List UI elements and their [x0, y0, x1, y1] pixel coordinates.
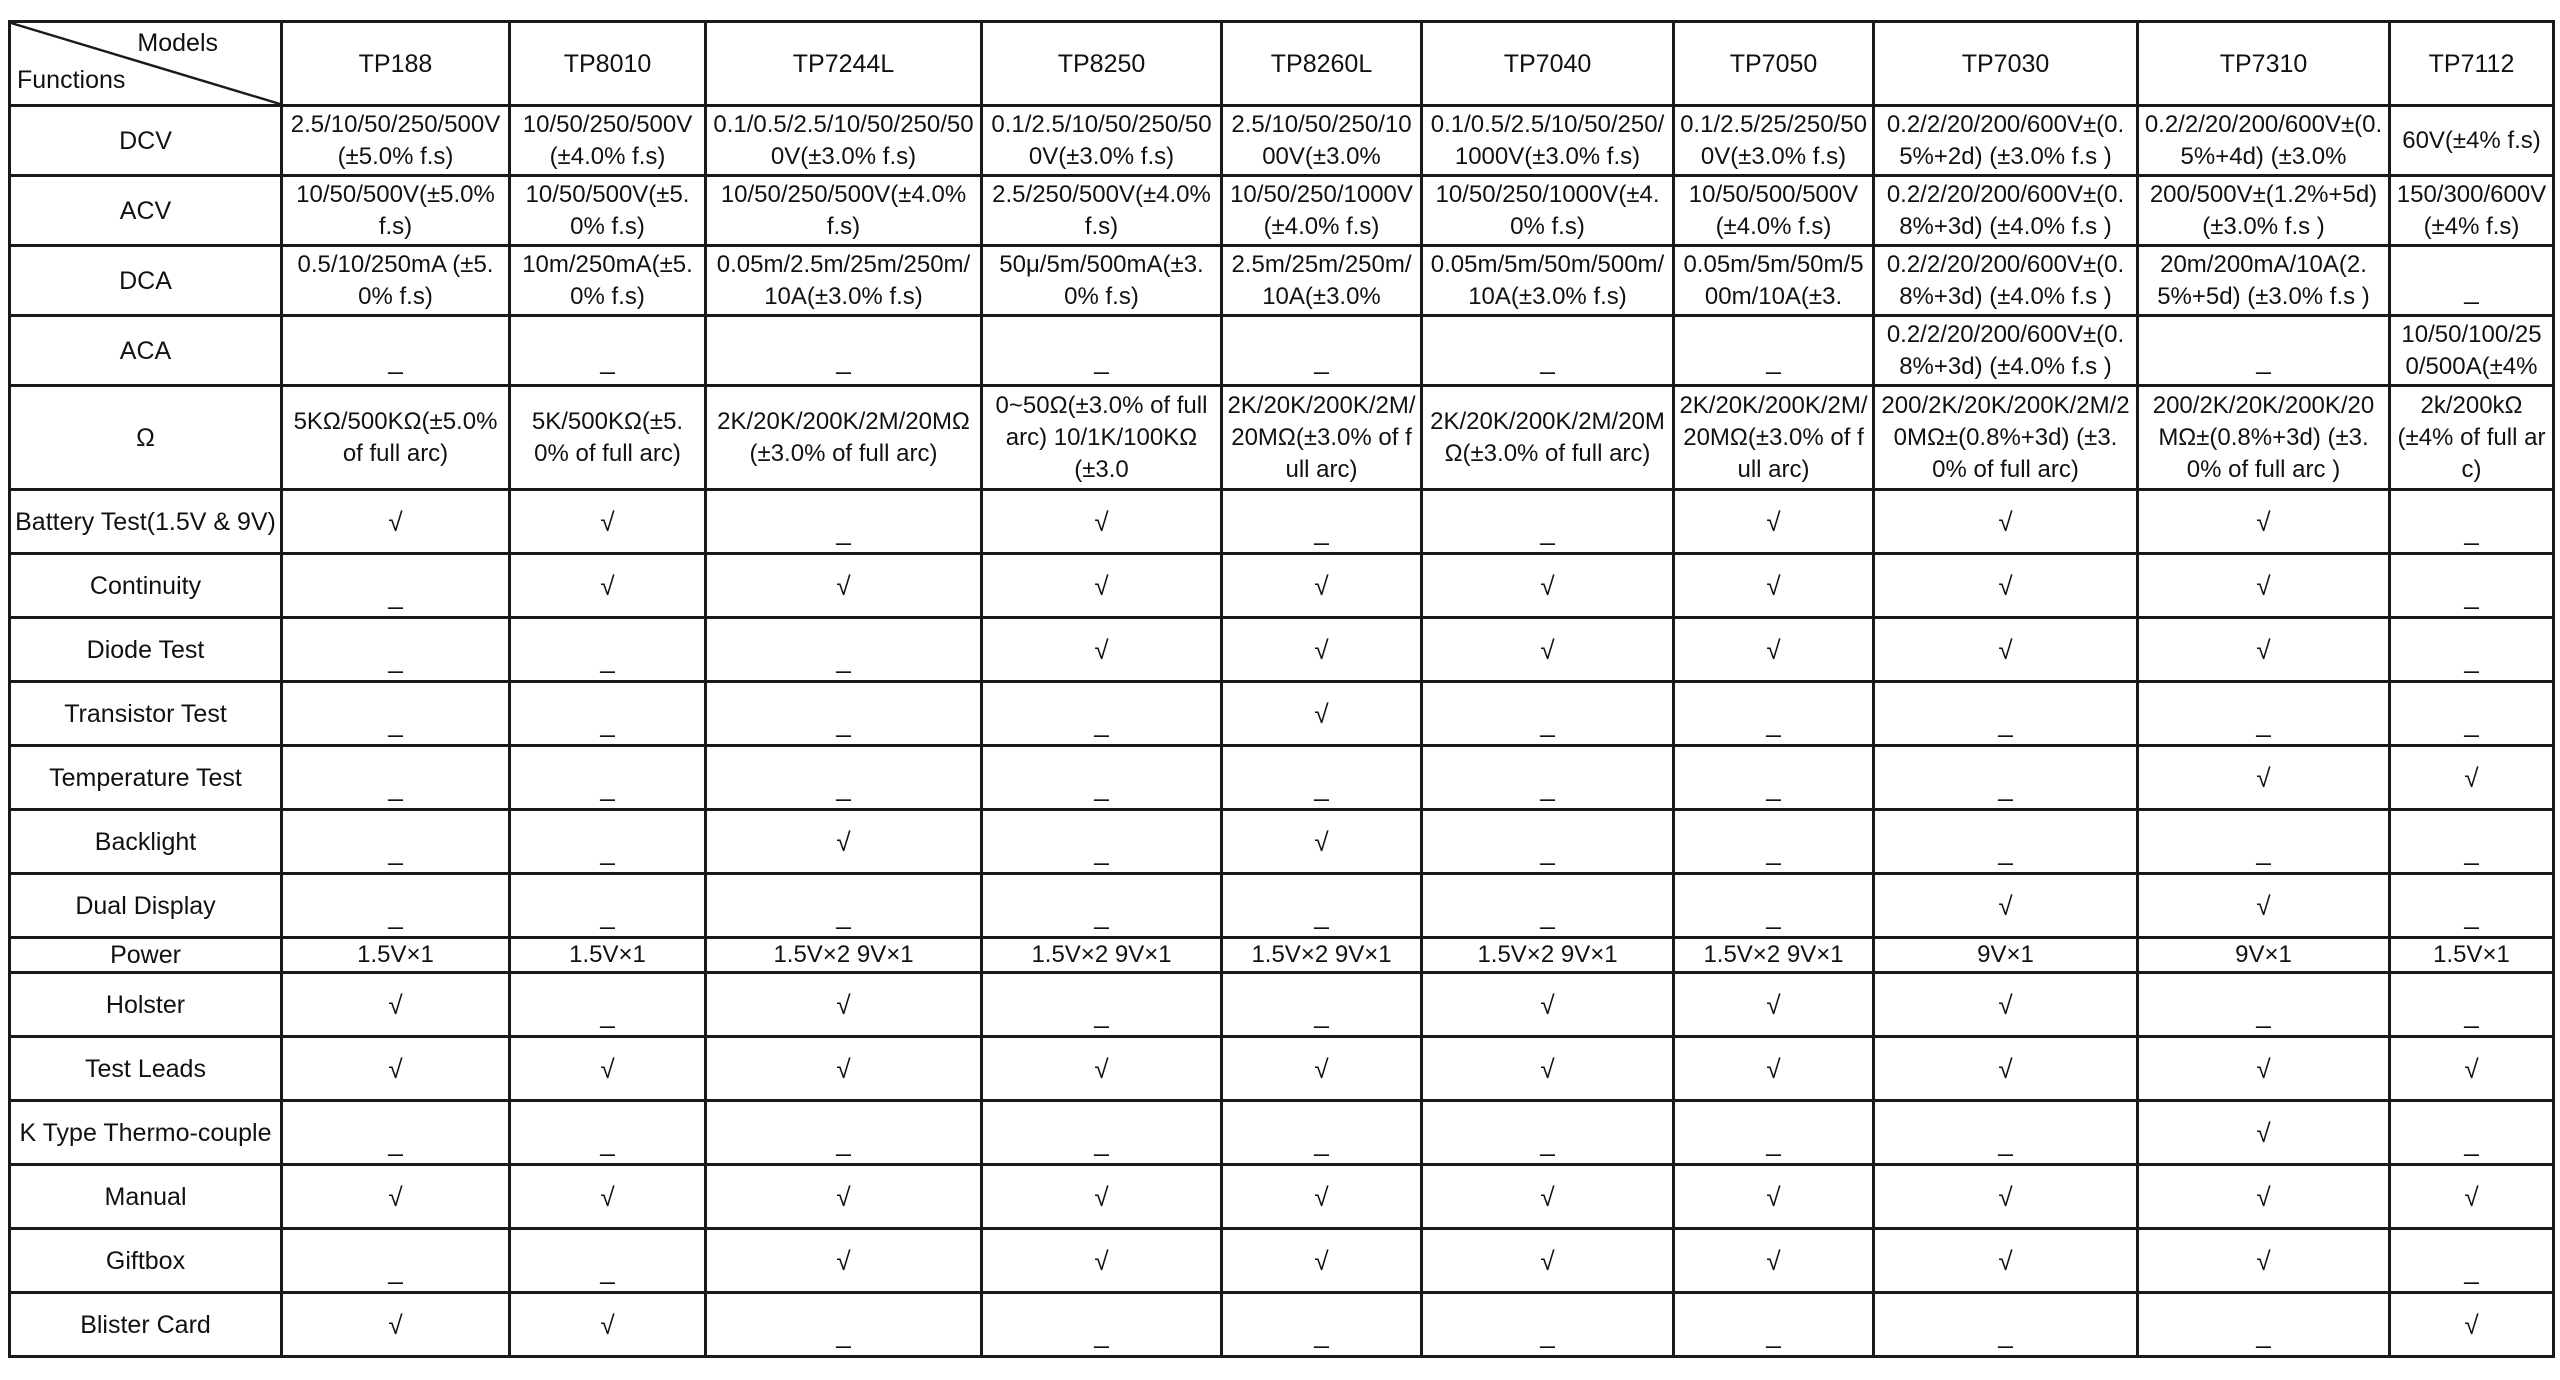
check-mark-cell: √	[706, 973, 982, 1037]
check-mark-cell: √	[706, 554, 982, 618]
function-label: Giftbox	[10, 1229, 282, 1293]
check-mark-cell: √	[1874, 1037, 2138, 1101]
check-mark-cell: √	[706, 1037, 982, 1101]
check-mark-cell: √	[982, 554, 1222, 618]
dash-cell: _	[282, 746, 510, 810]
table-row	[10, 176, 2554, 246]
table-row	[10, 106, 2554, 176]
dash-cell: _	[1422, 682, 1674, 746]
dash-cell: _	[1674, 874, 1874, 938]
check-mark-cell: √	[2138, 554, 2390, 618]
check-mark-cell: √	[982, 1165, 1222, 1229]
check-mark-cell: √	[282, 1165, 510, 1229]
dash-cell: _	[982, 316, 1222, 386]
table-row	[10, 874, 2554, 938]
spec-cell: 10/50/250/500V(±4.0% f.s)	[706, 176, 982, 246]
check-mark-cell: √	[1674, 973, 1874, 1037]
dash-cell: _	[1674, 1293, 1874, 1357]
function-label: Battery Test(1.5V & 9V)	[10, 490, 282, 554]
check-mark-cell: √	[1874, 490, 2138, 554]
check-mark-cell: √	[1422, 554, 1674, 618]
function-label: Manual	[10, 1165, 282, 1229]
check-mark-cell: √	[1674, 554, 1874, 618]
dash-cell: _	[706, 316, 982, 386]
table-row	[10, 1293, 2554, 1357]
model-header: TP8250	[982, 22, 1222, 106]
spec-cell: 0.1/2.5/10/50/250/500V(±3.0% f.s)	[982, 106, 1222, 176]
spec-cell: 2K/20K/200K/2M/20MΩ(±3.0% of full arc)	[1422, 386, 1674, 490]
dash-cell: _	[2390, 874, 2554, 938]
spec-cell: 5KΩ/500KΩ(±5.0% of full arc)	[282, 386, 510, 490]
dash-cell: _	[2138, 1293, 2390, 1357]
dash-cell: _	[1422, 746, 1674, 810]
dash-cell: _	[510, 682, 706, 746]
check-mark-cell: √	[1222, 810, 1422, 874]
dash-cell: _	[282, 618, 510, 682]
check-mark-cell: √	[2390, 746, 2554, 810]
model-header: TP7050	[1674, 22, 1874, 106]
check-mark-cell: √	[510, 1037, 706, 1101]
table-row	[10, 490, 2554, 554]
function-label: DCA	[10, 246, 282, 316]
dash-cell: _	[706, 874, 982, 938]
spec-cell: 0.2/2/20/200/600V±(0.8%+3d) (±4.0% f.s )	[1874, 246, 2138, 316]
dash-cell: _	[1422, 1101, 1674, 1165]
dash-cell: _	[282, 810, 510, 874]
dash-cell: _	[1222, 973, 1422, 1037]
dash-cell: _	[282, 316, 510, 386]
check-mark-cell: √	[1674, 1229, 1874, 1293]
check-mark-cell: √	[1222, 618, 1422, 682]
spec-cell: 0.05m/5m/50m/500m/10A(±3.	[1674, 246, 1874, 316]
check-mark-cell: √	[510, 490, 706, 554]
check-mark-cell: √	[1222, 682, 1422, 746]
dash-cell: _	[982, 973, 1222, 1037]
table-row	[10, 554, 2554, 618]
check-mark-cell: √	[510, 1293, 706, 1357]
dash-cell: _	[1874, 1101, 2138, 1165]
spec-cell: 200/500V±(1.2%+5d) (±3.0% f.s )	[2138, 176, 2390, 246]
check-mark-cell: √	[1222, 1037, 1422, 1101]
check-mark-cell: √	[2138, 1229, 2390, 1293]
table-row	[10, 682, 2554, 746]
table-row	[10, 316, 2554, 386]
spec-cell: 60V(±4% f.s)	[2390, 106, 2554, 176]
spec-cell: 9V×1	[2138, 938, 2390, 973]
table-row	[10, 938, 2554, 973]
dash-cell: _	[982, 874, 1222, 938]
table-row	[10, 1229, 2554, 1293]
dash-cell: _	[982, 810, 1222, 874]
models-label: Models	[137, 29, 218, 57]
check-mark-cell: √	[510, 554, 706, 618]
dash-cell: _	[706, 490, 982, 554]
spec-cell: 0.1/2.5/25/250/500V(±3.0% f.s)	[1674, 106, 1874, 176]
dash-cell: _	[1222, 746, 1422, 810]
check-mark-cell: √	[2390, 1037, 2554, 1101]
dash-cell: _	[982, 746, 1222, 810]
table-row	[10, 1037, 2554, 1101]
dash-cell: _	[1222, 490, 1422, 554]
check-mark-cell: √	[1674, 1037, 1874, 1101]
dash-cell: _	[982, 1293, 1222, 1357]
function-label: ACA	[10, 316, 282, 386]
dash-cell: _	[1874, 1293, 2138, 1357]
dash-cell: _	[706, 746, 982, 810]
spec-cell: 1.5V×2 9V×1	[1422, 938, 1674, 973]
dash-cell: _	[282, 874, 510, 938]
check-mark-cell: √	[1674, 490, 1874, 554]
spec-cell: 0.5/10/250mA (±5.0% f.s)	[282, 246, 510, 316]
spec-cell: 0~50Ω(±3.0% of full arc) 10/1K/100KΩ(±3.0	[982, 386, 1222, 490]
check-mark-cell: √	[2138, 746, 2390, 810]
dash-cell: _	[1422, 490, 1674, 554]
check-mark-cell: √	[2138, 1101, 2390, 1165]
check-mark-cell: √	[2390, 1165, 2554, 1229]
spec-cell: 2k/200kΩ(±4% of full arc)	[2390, 386, 2554, 490]
check-mark-cell: √	[2138, 874, 2390, 938]
spec-cell: 200/2K/20K/200K/20MΩ±(0.8%+3d) (±3.0% of full arc )	[2138, 386, 2390, 490]
dash-cell: _	[1422, 1293, 1674, 1357]
check-mark-cell: √	[1222, 1229, 1422, 1293]
dash-cell: _	[510, 746, 706, 810]
check-mark-cell: √	[282, 490, 510, 554]
table-row	[10, 1165, 2554, 1229]
dash-cell: _	[2390, 554, 2554, 618]
check-mark-cell: √	[282, 973, 510, 1037]
models-comparison-table	[8, 20, 2555, 1358]
check-mark-cell: √	[510, 1165, 706, 1229]
check-mark-cell: √	[1222, 1165, 1422, 1229]
dash-cell: _	[1222, 316, 1422, 386]
spec-cell: 2.5/10/50/250/1000V(±3.0%	[1222, 106, 1422, 176]
dash-cell: _	[510, 316, 706, 386]
check-mark-cell: √	[1222, 554, 1422, 618]
dash-cell: _	[2390, 1101, 2554, 1165]
dash-cell: _	[510, 1101, 706, 1165]
check-mark-cell: √	[1674, 1165, 1874, 1229]
table-row	[10, 386, 2554, 490]
dash-cell: _	[2390, 490, 2554, 554]
check-mark-cell: √	[706, 1165, 982, 1229]
check-mark-cell: √	[706, 810, 982, 874]
spec-cell: 10/50/250/1000V(±4.0% f.s)	[1222, 176, 1422, 246]
dash-cell: _	[982, 1101, 1222, 1165]
function-label: Ω	[10, 386, 282, 490]
function-label: Temperature Test	[10, 746, 282, 810]
spec-cell: 0.1/0.5/2.5/10/50/250/500V(±3.0% f.s)	[706, 106, 982, 176]
spec-cell: 1.5V×2 9V×1	[1222, 938, 1422, 973]
table-row	[10, 973, 2554, 1037]
check-mark-cell: √	[1874, 874, 2138, 938]
spec-cell: 2K/20K/200K/2M/20MΩ(±3.0% of full arc)	[1674, 386, 1874, 490]
dash-cell: _	[510, 874, 706, 938]
model-header: TP7112	[2390, 22, 2554, 106]
check-mark-cell: √	[982, 1229, 1222, 1293]
spec-cell: 5K/500KΩ(±5.0% of full arc)	[510, 386, 706, 490]
check-mark-cell: √	[1874, 618, 2138, 682]
check-mark-cell: √	[282, 1037, 510, 1101]
dash-cell: _	[1422, 316, 1674, 386]
function-label: Power	[10, 938, 282, 973]
function-label: Diode Test	[10, 618, 282, 682]
functions-label: Functions	[17, 66, 126, 94]
check-mark-cell: √	[1422, 1229, 1674, 1293]
model-header: TP7030	[1874, 22, 2138, 106]
dash-cell: _	[1222, 874, 1422, 938]
spec-cell: 0.2/2/20/200/600V±(0.8%+3d) (±4.0% f.s )	[1874, 316, 2138, 386]
model-header: TP8260L	[1222, 22, 1422, 106]
check-mark-cell: √	[1674, 618, 1874, 682]
check-mark-cell: √	[282, 1293, 510, 1357]
check-mark-cell: √	[1874, 973, 2138, 1037]
function-label: Blister Card	[10, 1293, 282, 1357]
function-label: DCV	[10, 106, 282, 176]
spec-cell: 0.2/2/20/200/600V±(0.5%+4d) (±3.0%	[2138, 106, 2390, 176]
spec-cell: 10/50/250/1000V(±4.0% f.s)	[1422, 176, 1674, 246]
spec-cell: 10/50/500V(±5.0% f.s)	[282, 176, 510, 246]
spec-cell: 10/50/250/500V(±4.0% f.s)	[510, 106, 706, 176]
spec-cell: 0.1/0.5/2.5/10/50/250/1000V(±3.0% f.s)	[1422, 106, 1674, 176]
dash-cell: _	[2390, 1229, 2554, 1293]
dash-cell: _	[1674, 746, 1874, 810]
check-mark-cell: √	[1422, 618, 1674, 682]
function-label: ACV	[10, 176, 282, 246]
spec-cell: 2.5m/25m/250m/10A(±3.0%	[1222, 246, 1422, 316]
dash-cell: _	[1674, 1101, 1874, 1165]
check-mark-cell: √	[2138, 490, 2390, 554]
function-label: Backlight	[10, 810, 282, 874]
dash-cell: _	[2138, 682, 2390, 746]
dash-cell: _	[1674, 682, 1874, 746]
dash-cell: _	[2390, 246, 2554, 316]
function-label: Continuity	[10, 554, 282, 618]
dash-cell: _	[1874, 682, 2138, 746]
spec-cell: 0.2/2/20/200/600V±(0.5%+2d) (±3.0% f.s )	[1874, 106, 2138, 176]
dash-cell: _	[1874, 810, 2138, 874]
dash-cell: _	[282, 682, 510, 746]
dash-cell: _	[1222, 1293, 1422, 1357]
spec-cell: 20m/200mA/10A(2.5%+5d) (±3.0% f.s )	[2138, 246, 2390, 316]
spec-cell: 0.2/2/20/200/600V±(0.8%+3d) (±4.0% f.s )	[1874, 176, 2138, 246]
spec-cell: 10/50/500V(±5.0% f.s)	[510, 176, 706, 246]
dash-cell: _	[2390, 682, 2554, 746]
dash-cell: _	[1674, 316, 1874, 386]
dash-cell: _	[2390, 973, 2554, 1037]
spec-cell: 10/50/100/250/500A(±4%	[2390, 316, 2554, 386]
dash-cell: _	[1222, 1101, 1422, 1165]
spec-cell: 150/300/600V(±4% f.s)	[2390, 176, 2554, 246]
spec-cell: 1.5V×2 9V×1	[982, 938, 1222, 973]
dash-cell: _	[510, 810, 706, 874]
check-mark-cell: √	[982, 490, 1222, 554]
spec-cell: 2K/20K/200K/2M/20MΩ(±3.0% of full arc)	[706, 386, 982, 490]
dash-cell: _	[982, 682, 1222, 746]
check-mark-cell: √	[1422, 1037, 1674, 1101]
dash-cell: _	[510, 618, 706, 682]
function-label: K Type Thermo-couple	[10, 1101, 282, 1165]
dash-cell: _	[2138, 810, 2390, 874]
model-header: TP7244L	[706, 22, 982, 106]
spec-cell: 9V×1	[1874, 938, 2138, 973]
table-row	[10, 746, 2554, 810]
dash-cell: _	[1422, 874, 1674, 938]
check-mark-cell: √	[2390, 1293, 2554, 1357]
check-mark-cell: √	[1422, 1165, 1674, 1229]
header-row	[10, 22, 2554, 106]
table-row	[10, 246, 2554, 316]
table-row	[10, 810, 2554, 874]
spec-cell: 1.5V×2 9V×1	[1674, 938, 1874, 973]
spec-cell: 1.5V×1	[510, 938, 706, 973]
model-header: TP7310	[2138, 22, 2390, 106]
corner-header-cell	[10, 22, 282, 106]
spec-cell: 2.5/250/500V(±4.0% f.s)	[982, 176, 1222, 246]
check-mark-cell: √	[1422, 973, 1674, 1037]
dash-cell: _	[706, 682, 982, 746]
check-mark-cell: √	[2138, 1037, 2390, 1101]
dash-cell: _	[510, 1229, 706, 1293]
table-row	[10, 1101, 2554, 1165]
table-row	[10, 618, 2554, 682]
check-mark-cell: √	[982, 1037, 1222, 1101]
check-mark-cell: √	[1874, 554, 2138, 618]
dash-cell: _	[510, 973, 706, 1037]
spec-cell: 1.5V×1	[282, 938, 510, 973]
dash-cell: _	[1422, 810, 1674, 874]
check-mark-cell: √	[1874, 1165, 2138, 1229]
model-header: TP188	[282, 22, 510, 106]
spec-cell: 0.05m/2.5m/25m/250m/10A(±3.0% f.s)	[706, 246, 982, 316]
dash-cell: _	[2390, 618, 2554, 682]
function-label: Test Leads	[10, 1037, 282, 1101]
function-label: Holster	[10, 973, 282, 1037]
table-body	[10, 106, 2554, 1357]
comparison-sheet	[8, 20, 2552, 1362]
dash-cell: _	[282, 554, 510, 618]
model-header: TP7040	[1422, 22, 1674, 106]
function-label: Transistor Test	[10, 682, 282, 746]
spec-cell: 2K/20K/200K/2M/20MΩ(±3.0% of full arc)	[1222, 386, 1422, 490]
spec-cell: 1.5V×2 9V×1	[706, 938, 982, 973]
spec-cell: 200/2K/20K/200K/2M/20MΩ±(0.8%+3d) (±3.0% of full arc)	[1874, 386, 2138, 490]
check-mark-cell: √	[706, 1229, 982, 1293]
dash-cell: _	[2138, 973, 2390, 1037]
model-header: TP8010	[510, 22, 706, 106]
dash-cell: _	[706, 1293, 982, 1357]
dash-cell: _	[1674, 810, 1874, 874]
check-mark-cell: √	[1874, 1229, 2138, 1293]
spec-cell: 50μ/5m/500mA(±3.0% f.s)	[982, 246, 1222, 316]
spec-cell: 10/50/500/500V(±4.0% f.s)	[1674, 176, 1874, 246]
dash-cell: _	[282, 1229, 510, 1293]
spec-cell: 1.5V×1	[2390, 938, 2554, 973]
function-label: Dual Display	[10, 874, 282, 938]
dash-cell: _	[2138, 316, 2390, 386]
spec-cell: 0.05m/5m/50m/500m/10A(±3.0% f.s)	[1422, 246, 1674, 316]
spec-cell: 10m/250mA(±5.0% f.s)	[510, 246, 706, 316]
dash-cell: _	[2390, 810, 2554, 874]
dash-cell: _	[1874, 746, 2138, 810]
spec-cell: 2.5/10/50/250/500V(±5.0% f.s)	[282, 106, 510, 176]
dash-cell: _	[282, 1101, 510, 1165]
check-mark-cell: √	[982, 618, 1222, 682]
check-mark-cell: √	[2138, 618, 2390, 682]
dash-cell: _	[706, 1101, 982, 1165]
dash-cell: _	[706, 618, 982, 682]
check-mark-cell: √	[2138, 1165, 2390, 1229]
